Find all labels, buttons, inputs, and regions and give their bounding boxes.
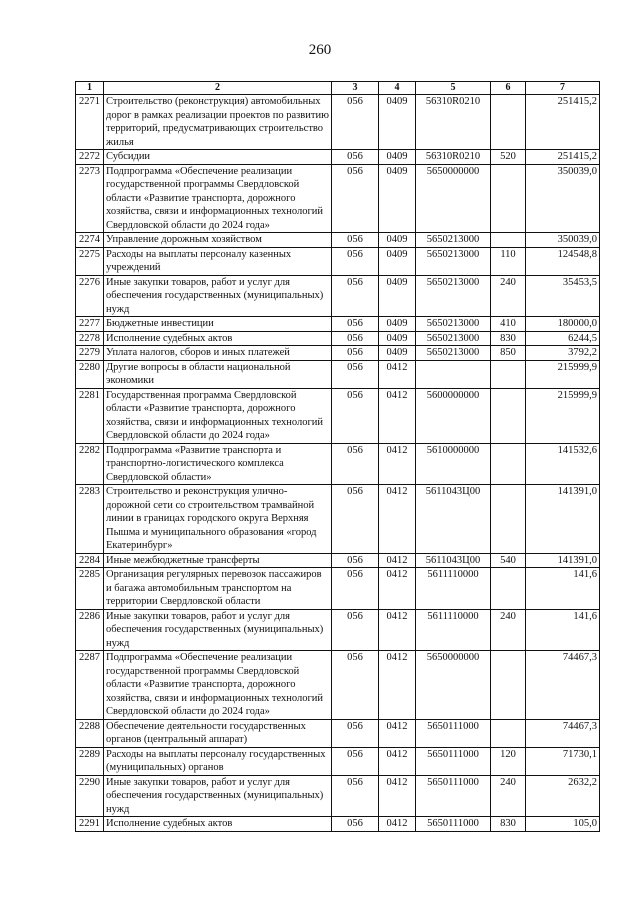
expense-type-code: 410 [491, 317, 526, 332]
target-code: 5650111000 [416, 747, 491, 775]
row-number: 2291 [76, 817, 104, 832]
expense-type-code [491, 95, 526, 150]
expense-type-code [491, 651, 526, 720]
amount: 74467,3 [526, 719, 600, 747]
section-code: 0412 [379, 747, 416, 775]
row-number: 2285 [76, 568, 104, 610]
amount: 74467,3 [526, 651, 600, 720]
row-number: 2289 [76, 747, 104, 775]
ministry-code: 056 [332, 553, 379, 568]
table-row [76, 443, 600, 485]
amount: 141,6 [526, 609, 600, 651]
row-name: Исполнение судебных актов [104, 817, 332, 832]
row-number: 2272 [76, 150, 104, 165]
row-name: Иные закупки товаров, работ и услуг для обеспечения государственных (муниципальных) нужд [104, 775, 332, 817]
row-name: Расходы на выплаты персоналу казенных учреждений [104, 247, 332, 275]
section-code: 0409 [379, 247, 416, 275]
expense-type-code: 110 [491, 247, 526, 275]
table-row [76, 164, 600, 233]
table-row [76, 568, 600, 610]
target-code: 5650111000 [416, 817, 491, 832]
row-number: 2275 [76, 247, 104, 275]
table-row [76, 609, 600, 651]
header-col-4: 4 [379, 82, 416, 95]
amount: 141532,6 [526, 443, 600, 485]
table-body [76, 95, 600, 832]
ministry-code: 056 [332, 346, 379, 361]
amount: 215999,9 [526, 388, 600, 443]
ministry-code: 056 [332, 817, 379, 832]
header-col-3: 3 [332, 82, 379, 95]
ministry-code: 056 [332, 275, 379, 317]
row-number: 2277 [76, 317, 104, 332]
target-code: 5650000000 [416, 164, 491, 233]
ministry-code: 056 [332, 747, 379, 775]
amount: 3792,2 [526, 346, 600, 361]
row-number: 2287 [76, 651, 104, 720]
section-code: 0412 [379, 609, 416, 651]
ministry-code: 056 [332, 651, 379, 720]
target-code: 5650213000 [416, 346, 491, 361]
row-name: Иные закупки товаров, работ и услуг для обеспечения государственных (муниципальных) нужд [104, 609, 332, 651]
row-name: Исполнение судебных актов [104, 331, 332, 346]
target-code: 5650213000 [416, 233, 491, 248]
section-code: 0409 [379, 331, 416, 346]
row-name: Другие вопросы в области национальной экономики [104, 360, 332, 388]
ministry-code: 056 [332, 360, 379, 388]
row-name: Управление дорожным хозяйством [104, 233, 332, 248]
amount: 105,0 [526, 817, 600, 832]
amount: 35453,5 [526, 275, 600, 317]
row-name: Строительство (реконструкция) автомобильных дорог в рамках реализации проектов по развитию территорий, предусматривающих строительство жилья [104, 95, 332, 150]
table-row [76, 775, 600, 817]
header-col-7: 7 [526, 82, 600, 95]
amount: 141,6 [526, 568, 600, 610]
ministry-code: 056 [332, 331, 379, 346]
amount: 251415,2 [526, 150, 600, 165]
row-name: Расходы на выплаты персоналу государственных (муниципальных) органов [104, 747, 332, 775]
expense-type-code: 540 [491, 553, 526, 568]
row-name: Строительство и реконструкция улично-дорожной сети со строительством трамвайной линии в границах городского округа Верхняя Пышма и муниципального образования «город Екатеринбург» [104, 485, 332, 554]
row-name: Обеспечение деятельности государственных органов (центральный аппарат) [104, 719, 332, 747]
table-row [76, 485, 600, 554]
section-code: 0412 [379, 485, 416, 554]
row-number: 2280 [76, 360, 104, 388]
ministry-code: 056 [332, 247, 379, 275]
expense-type-code: 850 [491, 346, 526, 361]
row-name: Подпрограмма «Обеспечение реализации государственной программы Свердловской области «Развитие транспорта, дорожного хозяйства, связи и информационных технологий Свердловской области до 2024 года» [104, 164, 332, 233]
row-number: 2276 [76, 275, 104, 317]
table-row [76, 651, 600, 720]
row-number: 2274 [76, 233, 104, 248]
section-code: 0412 [379, 443, 416, 485]
section-code: 0409 [379, 346, 416, 361]
target-code: 5610000000 [416, 443, 491, 485]
target-code: 56310R0210 [416, 95, 491, 150]
row-name: Подпрограмма «Обеспечение реализации государственной программы Свердловской области «Развитие транспорта, дорожного хозяйства, связи и информационных технологий Свердловской области до 2024 года» [104, 651, 332, 720]
row-number: 2271 [76, 95, 104, 150]
row-number: 2288 [76, 719, 104, 747]
row-number: 2284 [76, 553, 104, 568]
row-number: 2283 [76, 485, 104, 554]
section-code: 0412 [379, 651, 416, 720]
section-code: 0412 [379, 553, 416, 568]
ministry-code: 056 [332, 233, 379, 248]
table-row [76, 247, 600, 275]
ministry-code: 056 [332, 485, 379, 554]
row-number: 2273 [76, 164, 104, 233]
target-code [416, 360, 491, 388]
target-code: 5650000000 [416, 651, 491, 720]
table-row [76, 150, 600, 165]
row-name: Иные межбюджетные трансферты [104, 553, 332, 568]
ministry-code: 056 [332, 775, 379, 817]
ministry-code: 056 [332, 388, 379, 443]
section-code: 0409 [379, 164, 416, 233]
target-code: 5650213000 [416, 317, 491, 332]
ministry-code: 056 [332, 719, 379, 747]
table-row [76, 388, 600, 443]
amount: 141391,0 [526, 485, 600, 554]
table-row [76, 233, 600, 248]
row-number: 2278 [76, 331, 104, 346]
section-code: 0409 [379, 150, 416, 165]
header-col-5: 5 [416, 82, 491, 95]
amount: 180000,0 [526, 317, 600, 332]
expense-type-code [491, 719, 526, 747]
table-row [76, 95, 600, 150]
row-number: 2290 [76, 775, 104, 817]
expense-type-code: 120 [491, 747, 526, 775]
expense-type-code [491, 568, 526, 610]
row-name: Уплата налогов, сборов и иных платежей [104, 346, 332, 361]
table-row [76, 275, 600, 317]
section-code: 0409 [379, 95, 416, 150]
row-name: Государственная программа Свердловской области «Развитие транспорта, дорожного хозяйства, связи и информационных технологий Свердловской области до 2024 года» [104, 388, 332, 443]
expense-type-code [491, 443, 526, 485]
amount: 6244,5 [526, 331, 600, 346]
amount: 215999,9 [526, 360, 600, 388]
row-number: 2281 [76, 388, 104, 443]
amount: 350039,0 [526, 164, 600, 233]
table-row [76, 817, 600, 832]
row-number: 2282 [76, 443, 104, 485]
page-number: 260 [308, 42, 332, 58]
target-code: 5650111000 [416, 719, 491, 747]
amount: 124548,8 [526, 247, 600, 275]
amount: 2632,2 [526, 775, 600, 817]
expense-type-code: 830 [491, 817, 526, 832]
target-code: 5650111000 [416, 775, 491, 817]
row-number: 2279 [76, 346, 104, 361]
table-row [76, 747, 600, 775]
row-name: Иные закупки товаров, работ и услуг для обеспечения государственных (муниципальных) нужд [104, 275, 332, 317]
table-row [76, 553, 600, 568]
ministry-code: 056 [332, 95, 379, 150]
ministry-code: 056 [332, 568, 379, 610]
expense-type-code [491, 485, 526, 554]
row-number: 2286 [76, 609, 104, 651]
target-code: 5611043Ц00 [416, 553, 491, 568]
header-col-1: 1 [76, 82, 104, 95]
target-code: 5650213000 [416, 247, 491, 275]
target-code: 5600000000 [416, 388, 491, 443]
table-row [76, 331, 600, 346]
expense-type-code: 520 [491, 150, 526, 165]
expense-type-code: 240 [491, 275, 526, 317]
header-row [76, 82, 600, 95]
target-code: 5611110000 [416, 609, 491, 651]
section-code: 0412 [379, 719, 416, 747]
row-name: Бюджетные инвестиции [104, 317, 332, 332]
expense-type-code [491, 388, 526, 443]
section-code: 0409 [379, 317, 416, 332]
target-code: 5650213000 [416, 275, 491, 317]
target-code: 5650213000 [416, 331, 491, 346]
row-name: Подпрограмма «Развитие транспорта и транспортно-логистического комплекса Свердловской области» [104, 443, 332, 485]
expense-type-code [491, 360, 526, 388]
table-row [76, 346, 600, 361]
ministry-code: 056 [332, 317, 379, 332]
target-code: 5611043Ц00 [416, 485, 491, 554]
expense-type-code: 240 [491, 609, 526, 651]
section-code: 0412 [379, 775, 416, 817]
budget-table [75, 81, 600, 832]
expense-type-code: 240 [491, 775, 526, 817]
ministry-code: 056 [332, 164, 379, 233]
expense-type-code [491, 164, 526, 233]
target-code: 5611110000 [416, 568, 491, 610]
amount: 350039,0 [526, 233, 600, 248]
table-row [76, 719, 600, 747]
ministry-code: 056 [332, 609, 379, 651]
row-name: Организация регулярных перевозок пассажиров и багажа автомобильным транспортом на территории Свердловской области [104, 568, 332, 610]
ministry-code: 056 [332, 443, 379, 485]
amount: 251415,2 [526, 95, 600, 150]
row-name: Субсидии [104, 150, 332, 165]
amount: 71730,1 [526, 747, 600, 775]
table-row [76, 360, 600, 388]
section-code: 0412 [379, 388, 416, 443]
amount: 141391,0 [526, 553, 600, 568]
header-col-2: 2 [104, 82, 332, 95]
section-code: 0412 [379, 817, 416, 832]
section-code: 0412 [379, 360, 416, 388]
target-code: 56310R0210 [416, 150, 491, 165]
section-code: 0412 [379, 568, 416, 610]
table-row [76, 317, 600, 332]
section-code: 0409 [379, 275, 416, 317]
expense-type-code: 830 [491, 331, 526, 346]
section-code: 0409 [379, 233, 416, 248]
header-col-6: 6 [491, 82, 526, 95]
ministry-code: 056 [332, 150, 379, 165]
expense-type-code [491, 233, 526, 248]
